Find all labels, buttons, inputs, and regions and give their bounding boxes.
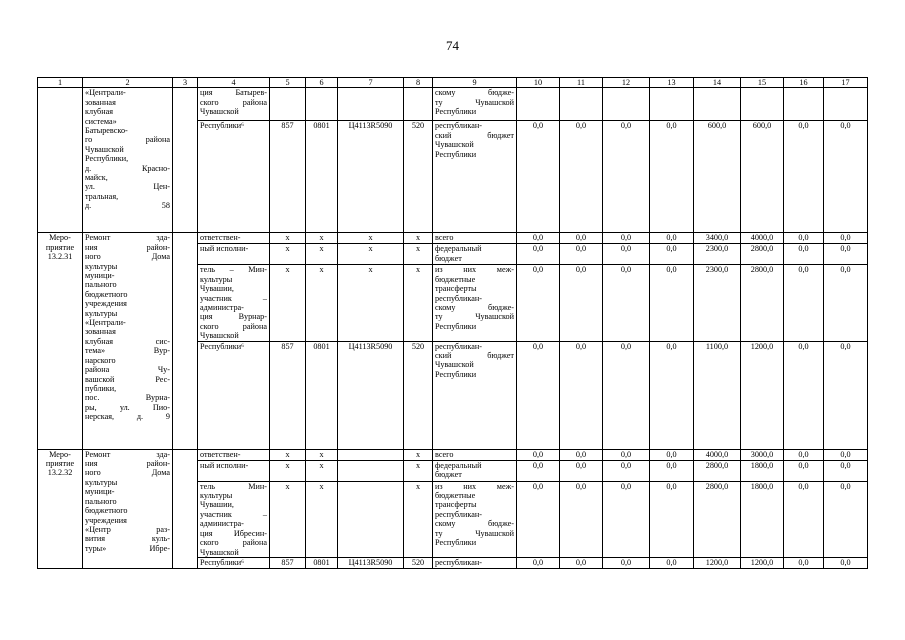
amount-cell: 0,0 (824, 265, 868, 341)
event-id-cell (38, 449, 83, 568)
amount-cell: 0,0 (824, 460, 868, 481)
amount-cell: 1800,0 (741, 460, 784, 481)
text-line: 13.2.31 (47, 252, 73, 262)
text-line: ту Чувашской (435, 312, 514, 322)
amount-cell: 600,0 (694, 121, 741, 233)
text-line: культуры (85, 477, 118, 487)
amount-cell: 0,0 (560, 449, 603, 460)
amount-cell: 0,0 (650, 244, 694, 265)
text-line: пального (85, 496, 117, 506)
event-id-cell (38, 233, 83, 449)
text-line: скому бюдже- (435, 88, 514, 98)
col-header: 3 (173, 78, 198, 88)
amount-cell: 1200,0 (741, 557, 784, 568)
col-header: 6 (306, 78, 338, 88)
text-line: района Чу- (85, 365, 170, 375)
amount-cell: 0,0 (824, 121, 868, 233)
text-line: ского района (200, 538, 267, 548)
text-line: ту Чувашской (435, 528, 514, 538)
amount-cell: 0,0 (650, 557, 694, 568)
text-line: Республики, (85, 154, 129, 164)
responsible-cell (198, 481, 270, 557)
text-line: приятие (45, 459, 75, 469)
text-line: участник – (200, 293, 267, 303)
amount-cell: 0,0 (650, 265, 694, 341)
col3-cell (173, 88, 198, 233)
amount-cell: 0,0 (560, 460, 603, 481)
responsible-cell: ответствен- (198, 233, 270, 244)
amount-cell: 0,0 (784, 265, 824, 341)
responsible-cell (198, 88, 270, 121)
col-header: 10 (517, 78, 560, 88)
text-line: бюджет (435, 470, 462, 480)
text-line: из них меж- (435, 265, 514, 275)
col-header: 17 (824, 78, 868, 88)
funding-source-cell (433, 481, 517, 557)
section-cell: 0801 (306, 121, 338, 233)
amount-cell: 0,0 (560, 244, 603, 265)
text-line: культуры (85, 308, 118, 318)
table-row: Республики⁶ 857 0801 Ц4113R5090 520 республикан- 0,0 0,0 0,0 0,0 1200,0 1200,0 0,0 0,0 (38, 557, 868, 568)
amount-cell: 0,0 (650, 121, 694, 233)
responsible-cell: ный исполни- (198, 244, 270, 265)
table-row: тель – Мин- культуры Чувашии, участник – администра- ция Вурнар- ского района Чувашской x x x x из них меж- бюджетные трансферты республикан- скому бюдже- ту Чувашской Республики 0,0 0,0 0,0 0,0 2300,0 2800,0 0,0 0,0 (38, 265, 868, 341)
text-line: федеральный (435, 460, 482, 470)
funding-source-cell (433, 265, 517, 341)
amount-cell: 0,0 (517, 121, 560, 233)
table-row: тель Мин- культуры Чувашии, участник – администра- ция Ибресин- ского района Чувашской x x x из них меж- бюджетные трансферты республикан- скому бюдже- ту Чувашской Республики 0,0 0,0 0,0 0,0 2800,0 1800,0 0,0 0,0 (38, 481, 868, 557)
text-line: муници- (85, 271, 115, 281)
col-header: 4 (198, 78, 270, 88)
text-line: пального (85, 280, 117, 290)
col-header: 1 (38, 78, 83, 88)
text-line: Республики (435, 538, 477, 548)
amount-cell: 0,0 (603, 265, 650, 341)
col-header: 13 (650, 78, 694, 88)
amount-cell: 2800,0 (694, 460, 741, 481)
expense-group-cell: 520 (404, 121, 433, 233)
text-line: ский бюджет (435, 351, 514, 361)
text-line: Батыревско- (85, 126, 128, 136)
text-line: клубная (85, 107, 113, 117)
text-line: ного Дома (85, 468, 170, 478)
column-number-row (38, 78, 868, 88)
object-name-cell (83, 233, 173, 449)
col-header: 16 (784, 78, 824, 88)
col-header: 2 (83, 78, 173, 88)
amount-cell: 0,0 (603, 460, 650, 481)
amount-cell: 4000,0 (694, 449, 741, 460)
text-line: администра- (200, 303, 244, 313)
amount-cell: 0,0 (603, 449, 650, 460)
text-line: ция Ибресин- (200, 528, 267, 538)
amount-cell: 0,0 (784, 557, 824, 568)
amount-cell: 4000,0 (741, 233, 784, 244)
text-line: культуры (200, 274, 233, 284)
text-line: республикан- (435, 341, 482, 351)
text-line: культуры (85, 261, 118, 271)
amount-cell: 600,0 (741, 121, 784, 233)
text-line: участник – (200, 509, 267, 519)
text-line: республикан- (435, 557, 482, 567)
text-line: ту Чувашской (435, 97, 514, 107)
text-line: ского района (200, 321, 267, 331)
table-row: ный исполни- x x x x федеральный бюджет 0,0 0,0 0,0 0,0 2300,0 2800,0 0,0 0,0 (38, 244, 868, 265)
table-row (38, 88, 868, 121)
table-row: Меро- приятие 13.2.31 Ремонт зда- ния район- ного Дома культуры муници- пального бюджетного учреждения культуры «Централи- зованная клубная сис- тема» Вур- нарского района Чу- вашской Рес- публики, пос. Вурна- ры, ул. Пио- нерская, д. 9 ответствен- x x x x всего 0,0 0,0 0,0 0,0 3400,0 4000,0 0,0 0,0 (38, 233, 868, 244)
text-line: нерская, д. 9 (85, 412, 170, 422)
amount-cell: 0,0 (517, 341, 560, 449)
amount-cell: 1200,0 (694, 557, 741, 568)
text-line: ного Дома (85, 252, 170, 262)
text-line: республикан- (435, 509, 482, 519)
gbrs-cell: 857 (270, 121, 306, 233)
col-header: 5 (270, 78, 306, 88)
responsible-cell (198, 265, 270, 341)
funding-source-cell (433, 449, 517, 460)
amount-cell: 0,0 (603, 244, 650, 265)
funding-source-cell (433, 341, 517, 449)
text-line: тральная, (85, 191, 119, 201)
text-line: тель Мин- (200, 481, 267, 491)
funding-source-cell (433, 244, 517, 265)
amount-cell: 0,0 (560, 265, 603, 341)
amount-cell: 0,0 (603, 557, 650, 568)
text-line: учреждения (85, 515, 127, 525)
amount-cell: 0,0 (603, 341, 650, 449)
responsible-cell: Республики⁶ (198, 557, 270, 568)
responsible-cell: Республики⁶ (198, 121, 270, 233)
text-line: ния район- (85, 459, 170, 469)
amount-cell: 0,0 (560, 121, 603, 233)
col-header: 8 (404, 78, 433, 88)
text-line: зованная (85, 327, 116, 337)
text-line: всего (435, 233, 454, 243)
amount-cell: 1800,0 (741, 481, 784, 557)
table-row: ный исполни- x x x федеральный бюджет 0,0 0,0 0,0 0,0 2800,0 1800,0 0,0 0,0 (38, 460, 868, 481)
text-line: «Централи- (85, 88, 126, 98)
amount-cell: 0,0 (517, 233, 560, 244)
text-line: вашской Рес- (85, 374, 170, 384)
text-line: «Централи- (85, 318, 126, 328)
amount-cell: 0,0 (560, 481, 603, 557)
text-line: бюджетного (85, 289, 128, 299)
funding-source-cell (433, 88, 517, 121)
text-line: клубная сис- (85, 336, 170, 346)
amount-cell: 0,0 (517, 265, 560, 341)
amount-cell: 3000,0 (741, 449, 784, 460)
responsible-cell: ный исполни- (198, 460, 270, 481)
amount-cell: 0,0 (560, 557, 603, 568)
col-header: 7 (338, 78, 404, 88)
text-line: бюджетного (85, 506, 128, 516)
text-line: туры» Ибре- (85, 543, 170, 553)
amount-cell: 0,0 (824, 244, 868, 265)
amount-cell: 0,0 (824, 557, 868, 568)
amount-cell: 0,0 (784, 121, 824, 233)
text-line: тема» Вур- (85, 346, 170, 356)
text-line: нарского (85, 355, 116, 365)
amount-cell: 2300,0 (694, 244, 741, 265)
budget-table (37, 77, 868, 569)
target-article-cell: Ц4113R5090 (338, 121, 404, 233)
amount-cell: 0,0 (560, 341, 603, 449)
text-line: публики, (85, 383, 117, 393)
text-line: система» (85, 116, 117, 126)
text-line: бюджет (435, 253, 462, 263)
object-name-cell (83, 449, 173, 568)
text-line: го района (85, 135, 170, 145)
text-line: Чувашской (435, 140, 474, 150)
text-line: Чувашской (435, 360, 474, 370)
text-line: бюджетные (435, 491, 476, 501)
text-line: ция Вурнар- (200, 312, 267, 322)
text-line: муници- (85, 487, 115, 497)
text-line: ция Батырев- (200, 88, 267, 98)
text-line: «Центр раз- (85, 524, 170, 534)
amount-cell: 0,0 (517, 481, 560, 557)
amount-cell: 3400,0 (694, 233, 741, 244)
amount-cell: 0,0 (784, 341, 824, 449)
amount-cell: 0,0 (517, 244, 560, 265)
amount-cell: 0,0 (603, 233, 650, 244)
amount-cell: 0,0 (603, 121, 650, 233)
amount-cell: 0,0 (603, 481, 650, 557)
text-line: ский бюджет (435, 130, 514, 140)
text-line: д. 58 (85, 201, 170, 211)
text-line: тель – Мин- (200, 265, 267, 275)
text-line: Ремонт зда- (85, 233, 170, 243)
text-line: из них меж- (435, 481, 514, 491)
text-line: ского района (200, 97, 267, 107)
text-line: федеральный (435, 244, 482, 254)
text-line: Республики (435, 321, 477, 331)
text-line: республикан- (435, 121, 482, 131)
amount-cell: 0,0 (824, 481, 868, 557)
amount-cell: 0,0 (650, 460, 694, 481)
text-line: Чувашии, (200, 284, 234, 294)
text-line: Республики (435, 149, 477, 159)
text-line: всего (435, 449, 454, 459)
text-line: майск, (85, 173, 108, 183)
amount-cell: 0,0 (824, 341, 868, 449)
amount-cell: 2800,0 (741, 265, 784, 341)
amount-cell: 0,0 (784, 233, 824, 244)
text-line: трансферты (435, 500, 477, 510)
text-line: учреждения (85, 299, 127, 309)
text-line: ния район- (85, 242, 170, 252)
text-line: 13.2.32 (47, 468, 73, 478)
amount-cell: 1100,0 (694, 341, 741, 449)
text-line: д. Красно- (85, 163, 170, 173)
col3-cell (173, 233, 198, 449)
text-line: Меро- (49, 233, 71, 243)
text-line: зованная (85, 97, 116, 107)
amount-cell: 0,0 (650, 449, 694, 460)
amount-cell: 0,0 (517, 449, 560, 460)
amount-cell: 0,0 (650, 481, 694, 557)
text-line: скому бюдже- (435, 303, 514, 313)
amount-cell: 0,0 (517, 557, 560, 568)
text-line: культуры (200, 491, 233, 501)
col-header: 11 (560, 78, 603, 88)
col-header: 15 (741, 78, 784, 88)
col-header: 12 (603, 78, 650, 88)
col3-cell (173, 449, 198, 568)
text-line: бюджетные (435, 274, 476, 284)
text-line: Республики (435, 369, 477, 379)
text-line: ул. Цен- (85, 182, 170, 192)
amount-cell: 2800,0 (741, 244, 784, 265)
text-line: Республики (435, 107, 477, 117)
table-row: Меро- приятие 13.2.32 Ремонт зда- ния район- ного Дома культуры муници- пального бюджетного учреждения «Центр раз- вития куль- туры» Ибре- ответствен- x x x всего 0,0 0,0 0,0 0,0 4000,0 3000,0 0,0 0,0 (38, 449, 868, 460)
event-id-cell (38, 88, 83, 233)
text-line: трансферты (435, 284, 477, 294)
text-line: вития куль- (85, 534, 170, 544)
funding-source-cell (433, 460, 517, 481)
amount-cell: 0,0 (650, 233, 694, 244)
amount-cell: 0,0 (784, 481, 824, 557)
amount-cell: 1200,0 (741, 341, 784, 449)
object-name-cell (83, 88, 173, 233)
text-line: Ремонт зда- (85, 449, 170, 459)
amount-cell: 0,0 (824, 233, 868, 244)
col-header: 9 (433, 78, 517, 88)
text-line: Чувашской (200, 547, 239, 557)
text-line: Чувашии, (200, 500, 234, 510)
amount-cell: 0,0 (517, 460, 560, 481)
text-line: Чувашской (200, 107, 239, 117)
text-line: Чувашской (85, 144, 124, 154)
text-line: приятие (45, 242, 75, 252)
text-line: республикан- (435, 293, 482, 303)
text-line: администра- (200, 519, 244, 529)
text-line: Меро- (49, 449, 71, 459)
amount-cell: 0,0 (784, 460, 824, 481)
funding-source-cell (433, 233, 517, 244)
page-number: 74 (446, 38, 459, 53)
funding-source-cell (433, 557, 517, 568)
amount-cell: 0,0 (560, 233, 603, 244)
col-header: 14 (694, 78, 741, 88)
text-line: пос. Вурна- (85, 393, 170, 403)
funding-source-cell (433, 121, 517, 233)
responsible-cell: Республики⁶ (198, 341, 270, 449)
table-row: Республики⁶ 857 0801 Ц4113R5090 520 республикан- ский бюджет Чувашской Республики 0,0 0,0 0,0 0,0 1100,0 1200,0 0,0 0,0 (38, 341, 868, 449)
responsible-cell: ответствен- (198, 449, 270, 460)
text-line: ры, ул. Пио- (85, 402, 170, 412)
text-line: скому бюдже- (435, 519, 514, 529)
amount-cell: 0,0 (824, 449, 868, 460)
amount-cell: 0,0 (650, 341, 694, 449)
amount-cell: 2800,0 (694, 481, 741, 557)
amount-cell: 0,0 (784, 244, 824, 265)
amount-cell: 2300,0 (694, 265, 741, 341)
amount-cell: 0,0 (784, 449, 824, 460)
text-line: Чувашской (200, 331, 239, 341)
